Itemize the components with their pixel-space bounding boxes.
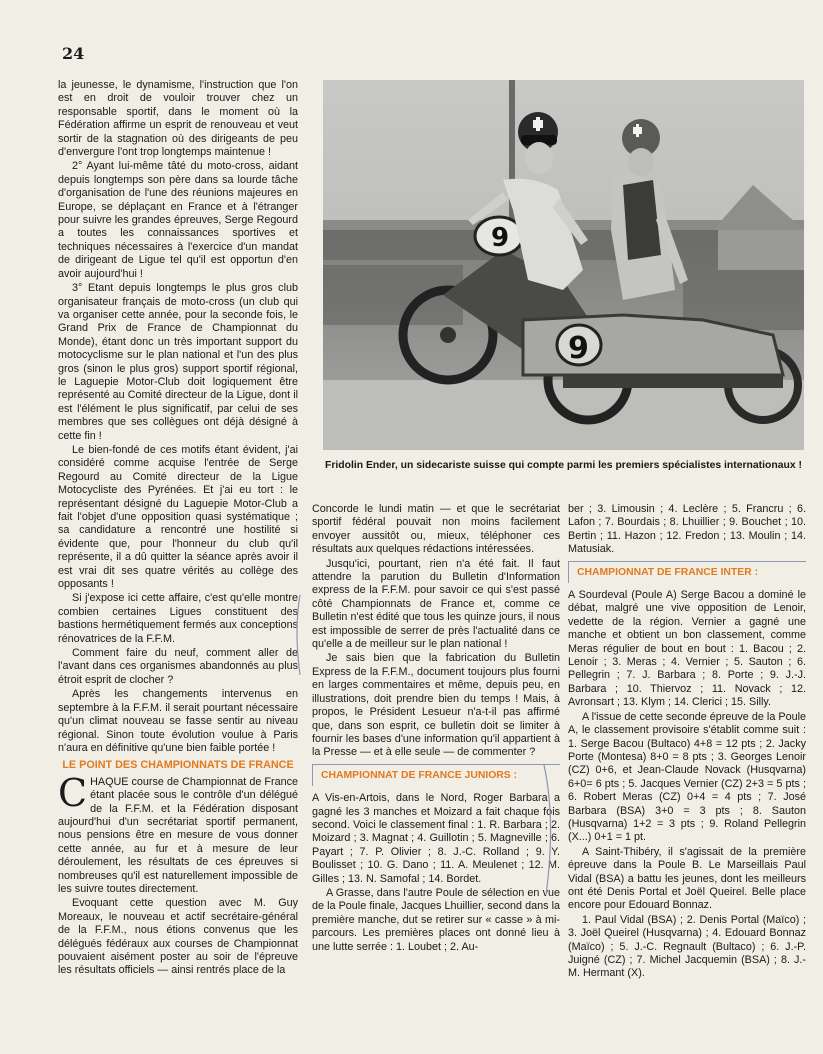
sidecar-photo — [323, 80, 804, 450]
paragraph-text: HAQUE course de Championnat de France étant placée sous le contrôle d'un délégué de la F.F.M. et la Fédération disposant aujourd'hui d'un secrétariat sportif permanent, nous pensions être en mesure de vous donner cette année, au fur et à mesure de leur déroulement, les résultats de ces épreuves si nombreuses qu'il est naturellement impossible de les suivre toutes directement. — [58, 775, 298, 895]
race-number-front: 9 — [491, 223, 510, 253]
paragraph: A l'issue de cette seconde épreuve de la Poule A, le classement provisoire s'établit comme suit : 1. Serge Bacou (Bultaco) 4+8 = 12 pts ; 2. Jacky Porte (Montesa) 8+0 = 8 pts ; 3. Georges Lenoir (CZ) 0+6, et Jean-Claude Novack (Husqvarna) 6+0= 6 pts ; 5. Jacques Vernier (CZ) 2+3 = 5 pts ; 6. Robert Meras (CZ) 0+4 = 4 pts ; 7. José Barbara (BSA) 3+0 = 3 pts ; 8. Sauton (Husqvarna) 1+2 = 3 pts ; 9. Roland Pellegrin (X...) 0+1 = 1 pt. — [568, 710, 806, 844]
drop-cap: C — [58, 770, 88, 815]
sidecar-illustration — [323, 80, 804, 450]
paragraph: 1. Paul Vidal (BSA) ; 2. Denis Portal (Maïco) ; 3. Joël Queirel (Husqvarna) ; 4. Edouard Bonnaz (Maïco) ; 5. J.-C. Regnault (Bultaco) ; 6. J.-P. Juigné (CZ) ; 7. Michel Jacquemin (BSA) ; 8. J.-M. Hermant (X). — [568, 913, 806, 980]
paragraph: 2° Ayant lui-même tâté du moto-cross, aidant depuis longtemps son père dans sa lourde tâche d'organisation de l'une des réunions majeures en Europe, se déplaçant en France et à l'étranger pour suivre les grandes épreuves, Serge Regourd a toutes les connaissances sportives et techniques nécessaires à l'exercice d'un mandat de dirigeant de Ligue tel qu'il est opportun d'en avoir aujourd'hui ! — [58, 160, 298, 280]
photo-caption: Fridolin Ender, un sidecariste suisse qui compte parmi les premiers spécialistes internationaux ! — [325, 460, 802, 471]
paragraph: Jusqu'ici, pourtant, rien n'a été fait. Il faut attendre la parution du Bulletin d'Information express de la F.F.M. pour savoir ce qui s'est passé côté Championnats de France et, comme ce Bulletin n'est édité que tous les quinze jours, il nous est impossible de serrer de près l'actualité dans ce qu'elle a de meilleur sur le plan national ! — [312, 557, 560, 651]
pen-mark-middle — [540, 760, 560, 900]
column-1 — [58, 79, 298, 979]
paragraph: A Sourdeval (Poule A) Serge Bacou a dominé le débat, malgré une vive opposition de Lenoir, vedette de la région. Vernier a gagné une manche et obtient un bon classement, comme Meras régulier de bout en bout : 1. Bacou ; 2. Lenoir ; 3. Meras ; 4. Vernier ; 5. Sauton ; 6. Pellegrin ; 7. J. Barbara ; 8. Porte ; 9. J.-J. Barbara ; 10. Thiervoz ; 11. Novack ; 12. Avronsart ; 13. Klym ; 14. Clerici ; 15. Silly. — [568, 589, 806, 709]
section-heading-juniors: CHAMPIONNAT DE FRANCE JUNIORS : — [312, 764, 560, 786]
column-2 — [312, 503, 560, 955]
section-heading-championnats: LE POINT DES CHAMPIONNATS DE FRANCE — [62, 759, 294, 772]
paragraph: Concorde le lundi matin — et que le secrétariat sportif fédéral pouvait non moins facilement envoyer aussitôt ou, mieux, téléphoner ces résultats aux quelques rédactions intéressées. — [312, 503, 560, 556]
paragraph: Le bien-fondé de ces motifs étant évident, j'ai considéré comme acquise l'entrée de Serge Regourd au Comité directeur de la Ligue Motocycliste des Pyrénées. Et j'ai eu tort : le représentant désigné du Laguepie Motor-Club a fait l'objet d'une opposition quasi systématique ; sa candidature a rencontré une hostilité si évidente que, pour l'honneur du club qu'il représente, il a dû quitter la séance après avoir il est vrai dit ses quatre vérités au collège des opposants ! — [58, 443, 298, 591]
paragraph: Evoquant cette question avec M. Guy Moreaux, le nouveau et actif secrétaire-général de la F.F.M., nous étions convenus que les délégués fédéraux aux courses de Championnat pouvaient aisément poster au soir de l'épreuve les résultats officiels — ainsi rentrés place de la — [58, 897, 298, 977]
pen-mark-left — [290, 590, 310, 680]
paragraph: la jeunesse, le dynamisme, l'instruction que l'on est en droit de vouloir trouver chez un responsable sportif, dans le moment où la Fédération affirme un esprit de renouveau et veut sortir de la stagnation où des dirigeants de peu d'envergure l'ont trop longtemps maintenue ! — [58, 79, 298, 159]
paragraph: A Saint-Thibéry, il s'agissait de la première épreuve dans la Poule B. Le Marseillais Paul Vidal (BSA) a battu les jeunes, dont les meilleurs ont été Denis Portal et Joël Queirel. Belle place encore pour Edouard Bonnaz. — [568, 845, 806, 912]
paragraph: A Grasse, dans l'autre Poule de sélection en vue de la Poule finale, Jacques Lhuillier, second dans la première manche, dut se retirer sur « casse » à mi-parcours. Les premières places ont donné lieu à une lutte serrée : 1. Loubet ; 2. Au- — [312, 886, 560, 953]
paragraph: A Vis-en-Artois, dans le Nord, Roger Barbara a gagné les 3 manches et Moizard a fait chaque fois second. Voici le classement final : 1. R. Barbara ; 2. Moizard ; 3. Magnat ; 4. Guillotin ; 5. Magneville ; 6. Payart ; 7. P. Olivier ; 8. J.-C. Rolland ; 9. Y. Boulisset ; 10. G. Dano ; 11. A. Meulenet ; 12. M. Gilles ; 13. N. Samofal ; 14. Bordet. — [312, 792, 560, 885]
column-3 — [568, 503, 806, 982]
section-heading-inter: CHAMPIONNAT DE FRANCE INTER : — [568, 561, 806, 583]
paragraph: Si j'expose ici cette affaire, c'est qu'elle montre combien certaines Ligues constituent des bastions hermétiquement fermés aux conceptions rénovatrices de la F.F.M. — [58, 592, 298, 645]
paragraph: ber ; 3. Limousin ; 4. Leclère ; 5. Francru ; 6. Lafon ; 7. Bourdais ; 8. Lhuillier ; 9. Bouchet ; 10. Bertin ; 11. Hazon ; 12. Fredon ; 13. Moulin ; 14. Matusiak. — [568, 503, 806, 556]
paragraph-dropcap — [58, 770, 298, 897]
paragraph: Comment faire du neuf, comment aller de l'avant dans ces organismes abandonnés au plus étroit esprit de clocher ? — [58, 647, 298, 686]
paragraph: 3° Etant depuis longtemps le plus gros club organisateur français de moto-cross (un club qui va organiser cette année, pour la seconde fois, le Grand Prix de France de Championnat du Monde), étant donc un très important support du motocyclisme sur le plan national et l'un des plus gros (sinon le plus gros) support sportif régional, le Laguepie Motor-Club doit logiquement être représenté au Comité directeur de la Ligue, dont il est l'élément le plus significatif, par celui de ses membres que ses collègues ont déjà désigné à cette fin ! — [58, 282, 298, 442]
race-number-sidecar: 9 — [568, 331, 589, 366]
paragraph: Après les changements intervenus en septembre à la F.F.M. il serait pourtant nécessaire qu'un climat nouveau se fasse sentir au niveau régional. Sinon toute évolution voulue à Paris n'aura en définitive qu'une bien faible portée ! — [58, 688, 298, 754]
paragraph: Je sais bien que la fabrication du Bulletin Express de la F.F.M., document toujours plus fourni en larges commentaires et même, depuis peu, en illustrations, doit prendre bien du temps ! Mais, à propos, le Président Lesueur n'a-t-il pas affirmé que, dans son esprit, ce bulletin doit se limiter à fournir les bases d'une information qu'il appartient à la Presse — et à elle seule — de commenter ? — [312, 652, 560, 759]
page-number: 24 — [62, 44, 85, 63]
